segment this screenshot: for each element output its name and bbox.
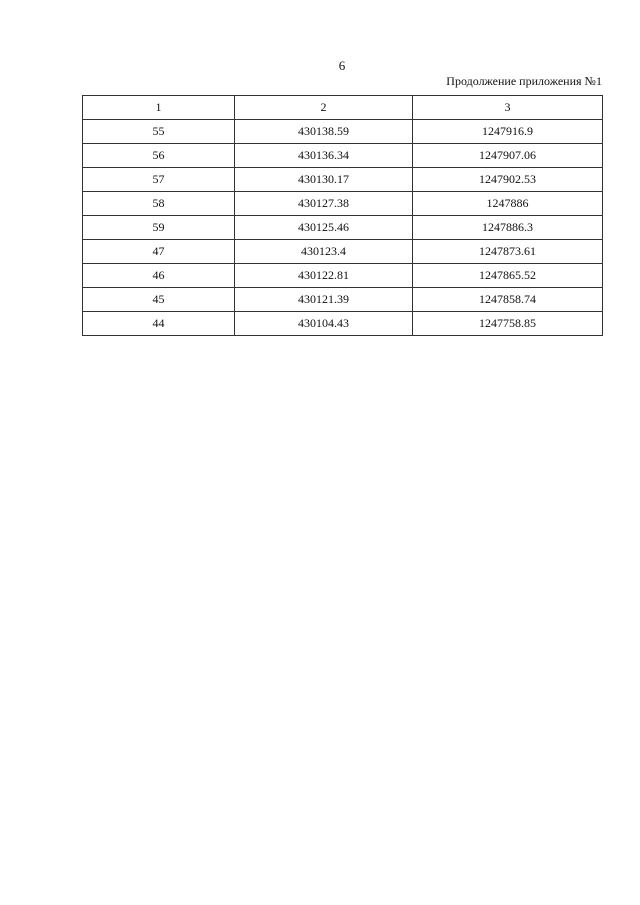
point-number-cell: 59 bbox=[83, 216, 235, 240]
y-coordinate-cell: 1247758.85 bbox=[413, 312, 603, 336]
column-header: 3 bbox=[413, 96, 603, 120]
x-coordinate-cell: 430123.4 bbox=[235, 240, 413, 264]
table-row bbox=[83, 216, 603, 240]
x-coordinate-cell: 430136.34 bbox=[235, 144, 413, 168]
table-row bbox=[83, 144, 603, 168]
point-number-cell: 57 bbox=[83, 168, 235, 192]
coordinates-table bbox=[82, 95, 603, 336]
point-number-cell: 56 bbox=[83, 144, 235, 168]
x-coordinate-cell: 430127.38 bbox=[235, 192, 413, 216]
y-coordinate-cell: 1247873.61 bbox=[413, 240, 603, 264]
x-coordinate-cell: 430138.59 bbox=[235, 120, 413, 144]
y-coordinate-cell: 1247907.06 bbox=[413, 144, 603, 168]
point-number-cell: 47 bbox=[83, 240, 235, 264]
continuation-label: Продолжение приложения №1 bbox=[446, 74, 602, 88]
x-coordinate-cell: 430104.43 bbox=[235, 312, 413, 336]
column-header: 1 bbox=[83, 96, 235, 120]
table-row bbox=[83, 192, 603, 216]
table-header-row bbox=[83, 96, 603, 120]
table-row bbox=[83, 120, 603, 144]
table-row bbox=[83, 240, 603, 264]
point-number-cell: 44 bbox=[83, 312, 235, 336]
column-header: 2 bbox=[235, 96, 413, 120]
x-coordinate-cell: 430122.81 bbox=[235, 264, 413, 288]
x-coordinate-cell: 430125.46 bbox=[235, 216, 413, 240]
y-coordinate-cell: 1247858.74 bbox=[413, 288, 603, 312]
y-coordinate-cell: 1247886 bbox=[413, 192, 603, 216]
table-row bbox=[83, 312, 603, 336]
y-coordinate-cell: 1247865.52 bbox=[413, 264, 603, 288]
y-coordinate-cell: 1247916.9 bbox=[413, 120, 603, 144]
table-row bbox=[83, 264, 603, 288]
point-number-cell: 45 bbox=[83, 288, 235, 312]
table-row bbox=[83, 168, 603, 192]
x-coordinate-cell: 430121.39 bbox=[235, 288, 413, 312]
x-coordinate-cell: 430130.17 bbox=[235, 168, 413, 192]
y-coordinate-cell: 1247902.53 bbox=[413, 168, 603, 192]
point-number-cell: 58 bbox=[83, 192, 235, 216]
point-number-cell: 55 bbox=[83, 120, 235, 144]
page-number: 6 bbox=[338, 58, 346, 73]
table-row bbox=[83, 288, 603, 312]
y-coordinate-cell: 1247886.3 bbox=[413, 216, 603, 240]
point-number-cell: 46 bbox=[83, 264, 235, 288]
